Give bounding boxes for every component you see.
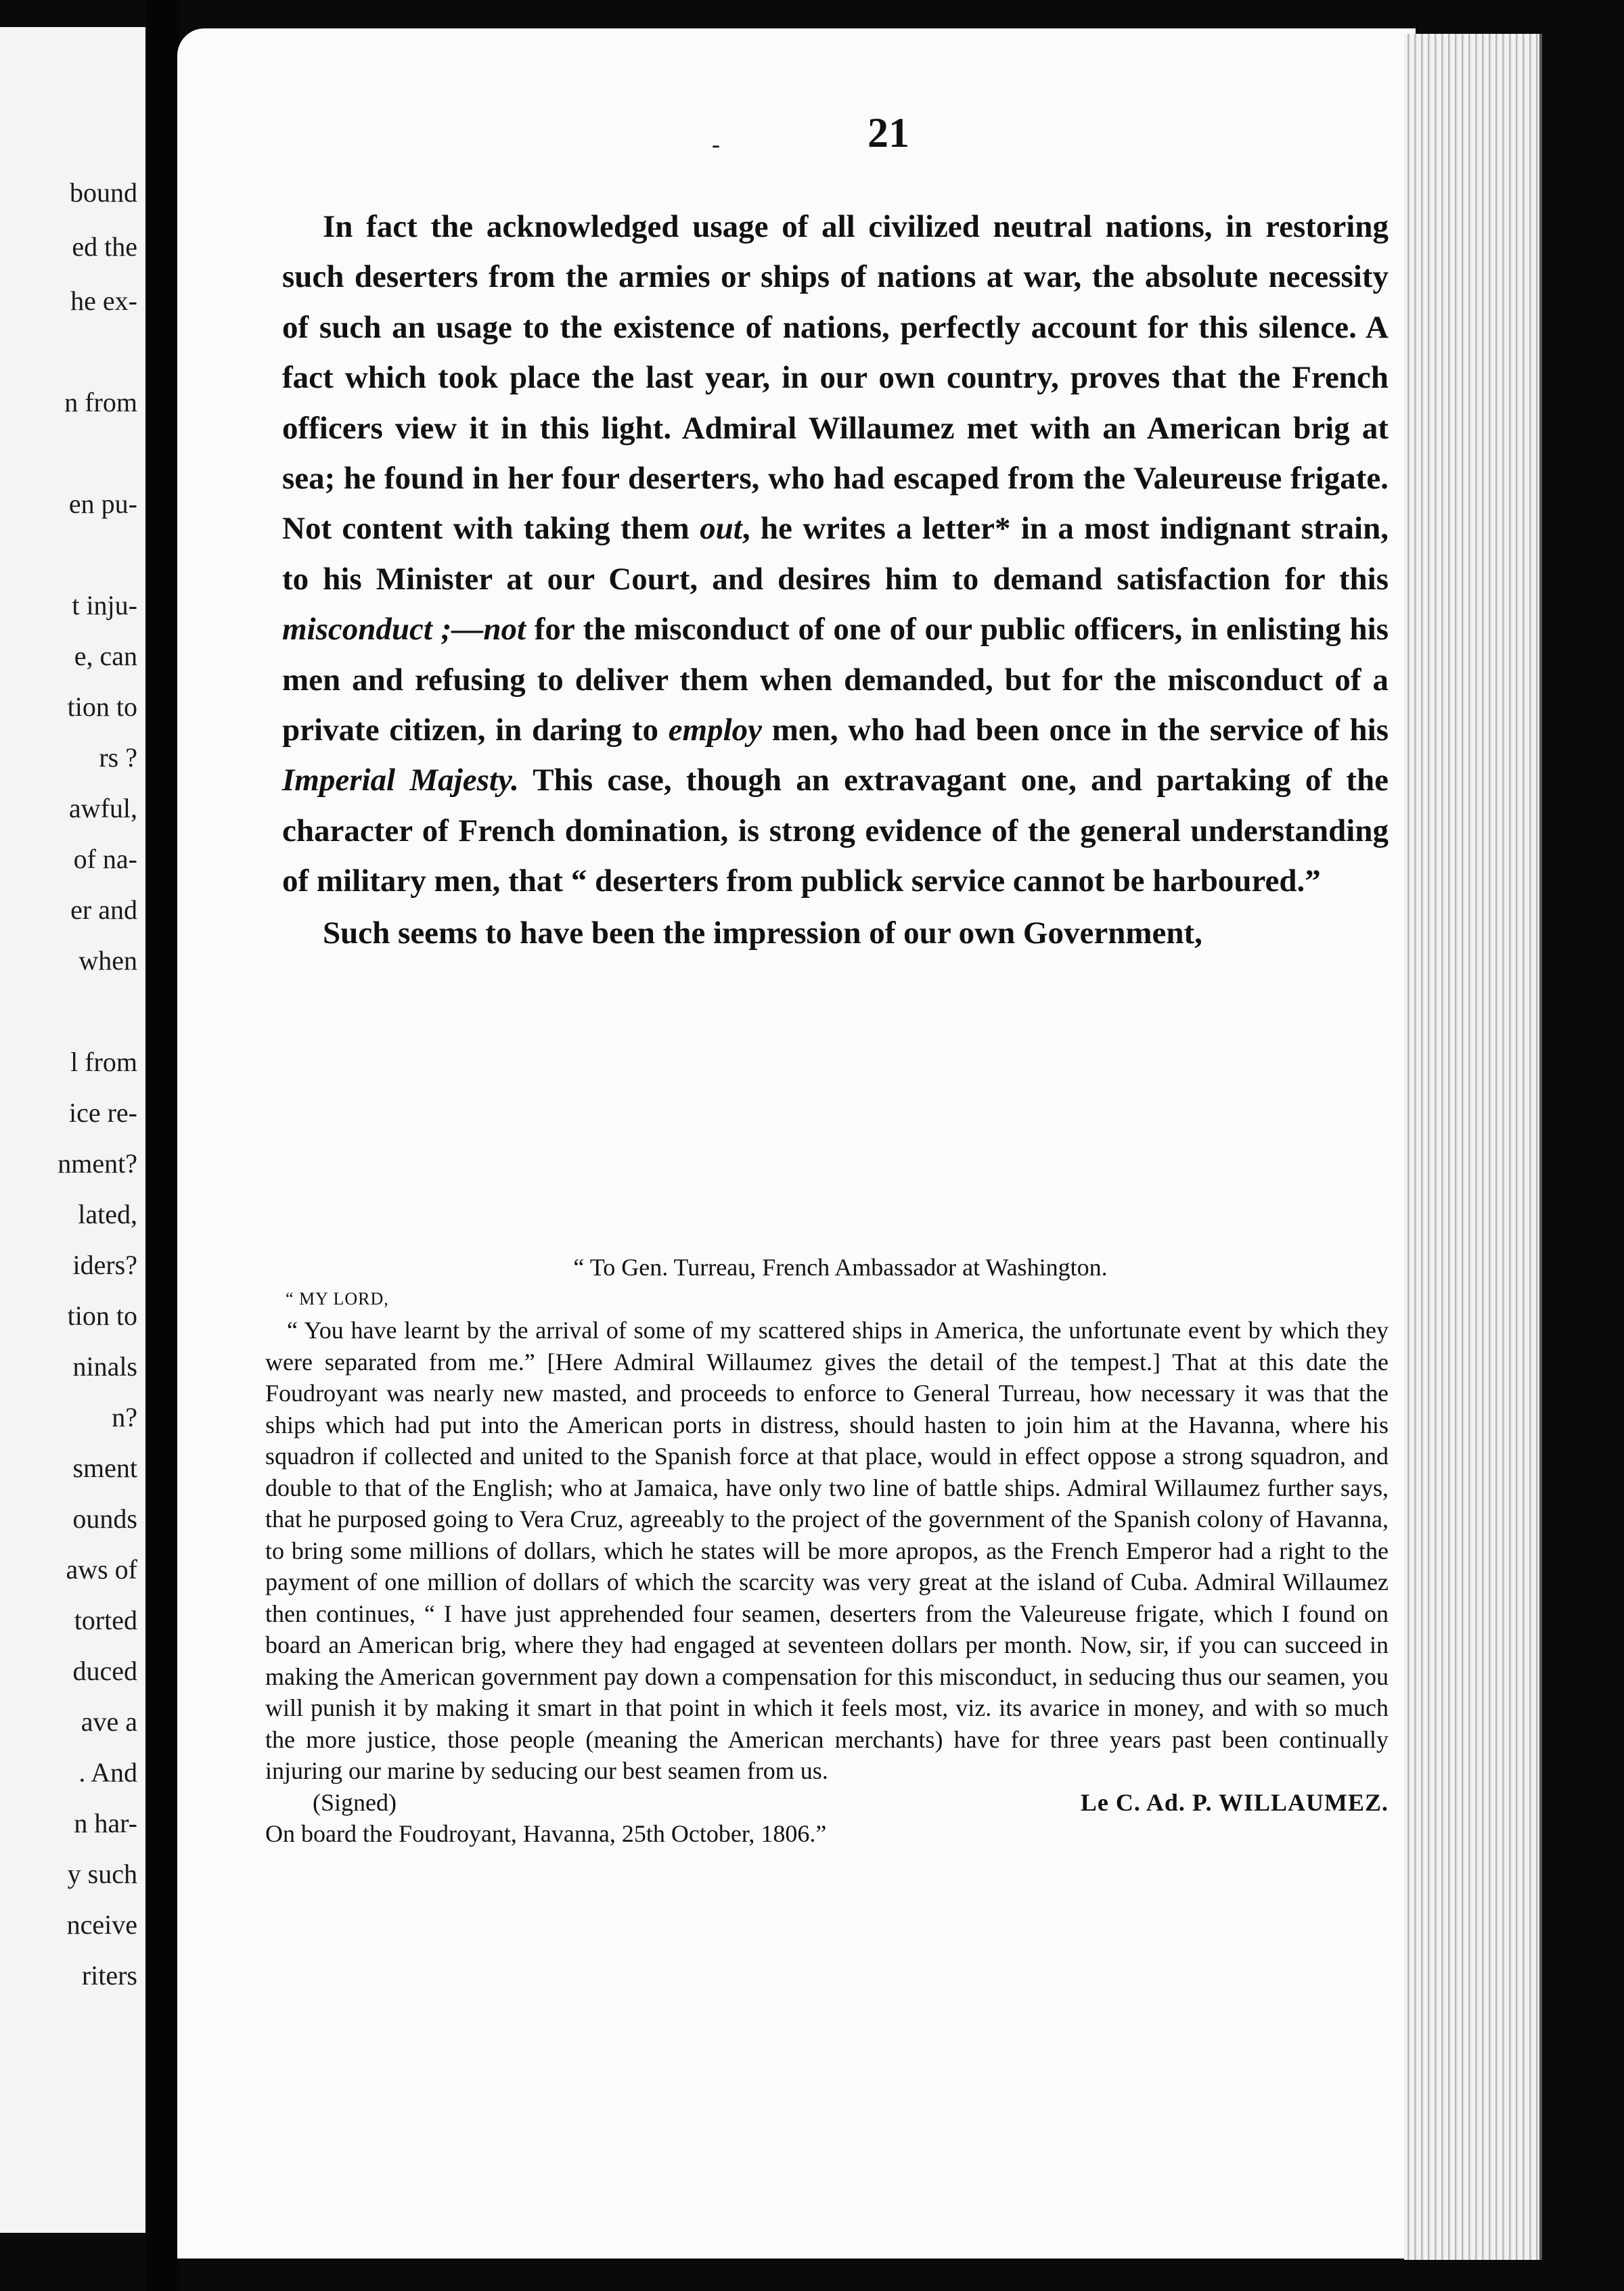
book-gutter (145, 0, 179, 2291)
left-page-fragment (0, 27, 150, 2233)
paragraph-1: In fact the acknowledged usage of all civilized neutral nations, in restoring such deserters from the armies or ships of nations at war, the absolute necessity of such an usage to the existence of nations, perfectly account for this silence. A fact which took place the last year, in our own country, proves that the French officers view it in this light. Admiral Willaumez met with an American brig at sea; he found in her four deserters, who had escaped from the Valeureuse frigate. Not content with taking them out, he writes a letter* in a most indignant strain, to his Minister at our Court, and desires him to demand satisfaction for this misconduct ;—not for the misconduct of one of our public officers, in enlisting his men and refusing to deliver them when demanded, but for the misconduct of a private citizen, in daring to employ men, who had been once in the service of his Imperial Majesty. This case, though an extravagant one, and partaking of the character of French domination, is strong evidence of the general understanding of military men, that “ deserters from publick service cannot be harboured.” (282, 209, 1389, 899)
left-page-line: l from (70, 1047, 137, 1077)
left-page-line: ave a (81, 1706, 137, 1737)
left-page-line: n? (112, 1402, 137, 1432)
footnote-dateline: On board the Foudroyant, Havanna, 25th October, 1806.” (265, 1819, 827, 1847)
body-text (282, 202, 1389, 958)
left-page-line: en pu- (68, 489, 137, 519)
left-page-line: y such (67, 1859, 137, 1889)
page-dash: - (712, 131, 720, 158)
left-page-line: er and (70, 894, 137, 925)
footnote-salutation: “ MY LORD, (286, 1288, 389, 1309)
left-page-line: . And (78, 1757, 137, 1788)
left-page-line: awful, (68, 793, 137, 823)
left-page-line: of na- (73, 844, 137, 874)
left-page-line: n har- (74, 1808, 137, 1838)
paragraph-2: Such seems to have been the impression of our own Government, (323, 915, 1202, 951)
left-page-line: ounds (72, 1503, 137, 1534)
left-page-line: when (78, 945, 137, 976)
signed-label: (Signed) (313, 1788, 397, 1816)
left-page-line: aws of (66, 1554, 137, 1585)
left-page-line: bound (70, 177, 137, 208)
left-page-line: n from (64, 387, 137, 417)
left-page-line: ed the (72, 231, 137, 262)
left-page-line: he ex- (70, 286, 137, 316)
left-page-line: rs ? (99, 742, 137, 773)
left-page-line: t inju- (72, 590, 137, 620)
left-page-line: e, can (74, 641, 137, 671)
left-page-line: tion to (67, 1300, 137, 1331)
left-page-line: ice re- (68, 1097, 137, 1128)
left-page-line: torted (74, 1605, 137, 1635)
book-page (177, 28, 1416, 2259)
left-page-line: duced (72, 1656, 137, 1686)
footnote (265, 1252, 1389, 1849)
signature-name: Le C. Ad. P. WILLAUMEZ. (1080, 1788, 1389, 1816)
left-page-line: iders? (72, 1250, 137, 1280)
left-page-line: sment (72, 1453, 137, 1483)
left-page-line: nceive (66, 1909, 137, 1940)
footnote-signature-line (265, 1787, 1389, 1818)
left-page-line: riters (81, 1960, 137, 1991)
left-page-line: lated, (78, 1199, 137, 1229)
footnote-heading: “ To Gen. Turreau, French Ambassador at Washington. (573, 1254, 1108, 1281)
page-number: 21 (867, 110, 909, 156)
page-edges (1404, 34, 1542, 2260)
footnote-body: “ You have learnt by the arrival of some of my scattered ships in America, the unfortunate event by which they were separated from me.” [Here Admiral Willaumez gives the detail of the tempest.] That at this date the Foudroyant was nearly new masted, and proceeds to enforce to General Turreau, how necessary it was that the ships which had put into the American ports in distress, should hasten to join him at the Havanna, where his squadron if collected and united to the Spanish force at that place, would in effect oppose a strong squadron, and double to that of the English; who at Jamaica, have only two line of battle ships. Admiral Willaumez further says, that he purposed going to Vera Cruz, agreeably to the project of the government of the Spanish colony of Havanna, to bring some millions of dollars, which he states will be more apropos, as the French Emperor had a right to the payment of one million of dollars of which the scarcity was very great at the island of Cuba. Admiral Willaumez then continues, “ I have just apprehended four seamen, deserters from the Valeureuse frigate, which I found on board an American brig, where they had engaged at seventeen dollars per month. Now, sir, if you can succeed in making the American government pay down a compensation for this misconduct, in seducing thus our seamen, you will punish it by making it smart in that point in which it feels most, viz. its avarice in money, and with so much the more justice, those people (meaning the American merchants) have for three years past been continually injuring our marine by seducing our best seamen from us. (265, 1317, 1389, 1784)
left-page-line: ninals (72, 1351, 137, 1382)
left-page-line: tion to (67, 691, 137, 722)
left-page-line: nment? (58, 1148, 137, 1179)
